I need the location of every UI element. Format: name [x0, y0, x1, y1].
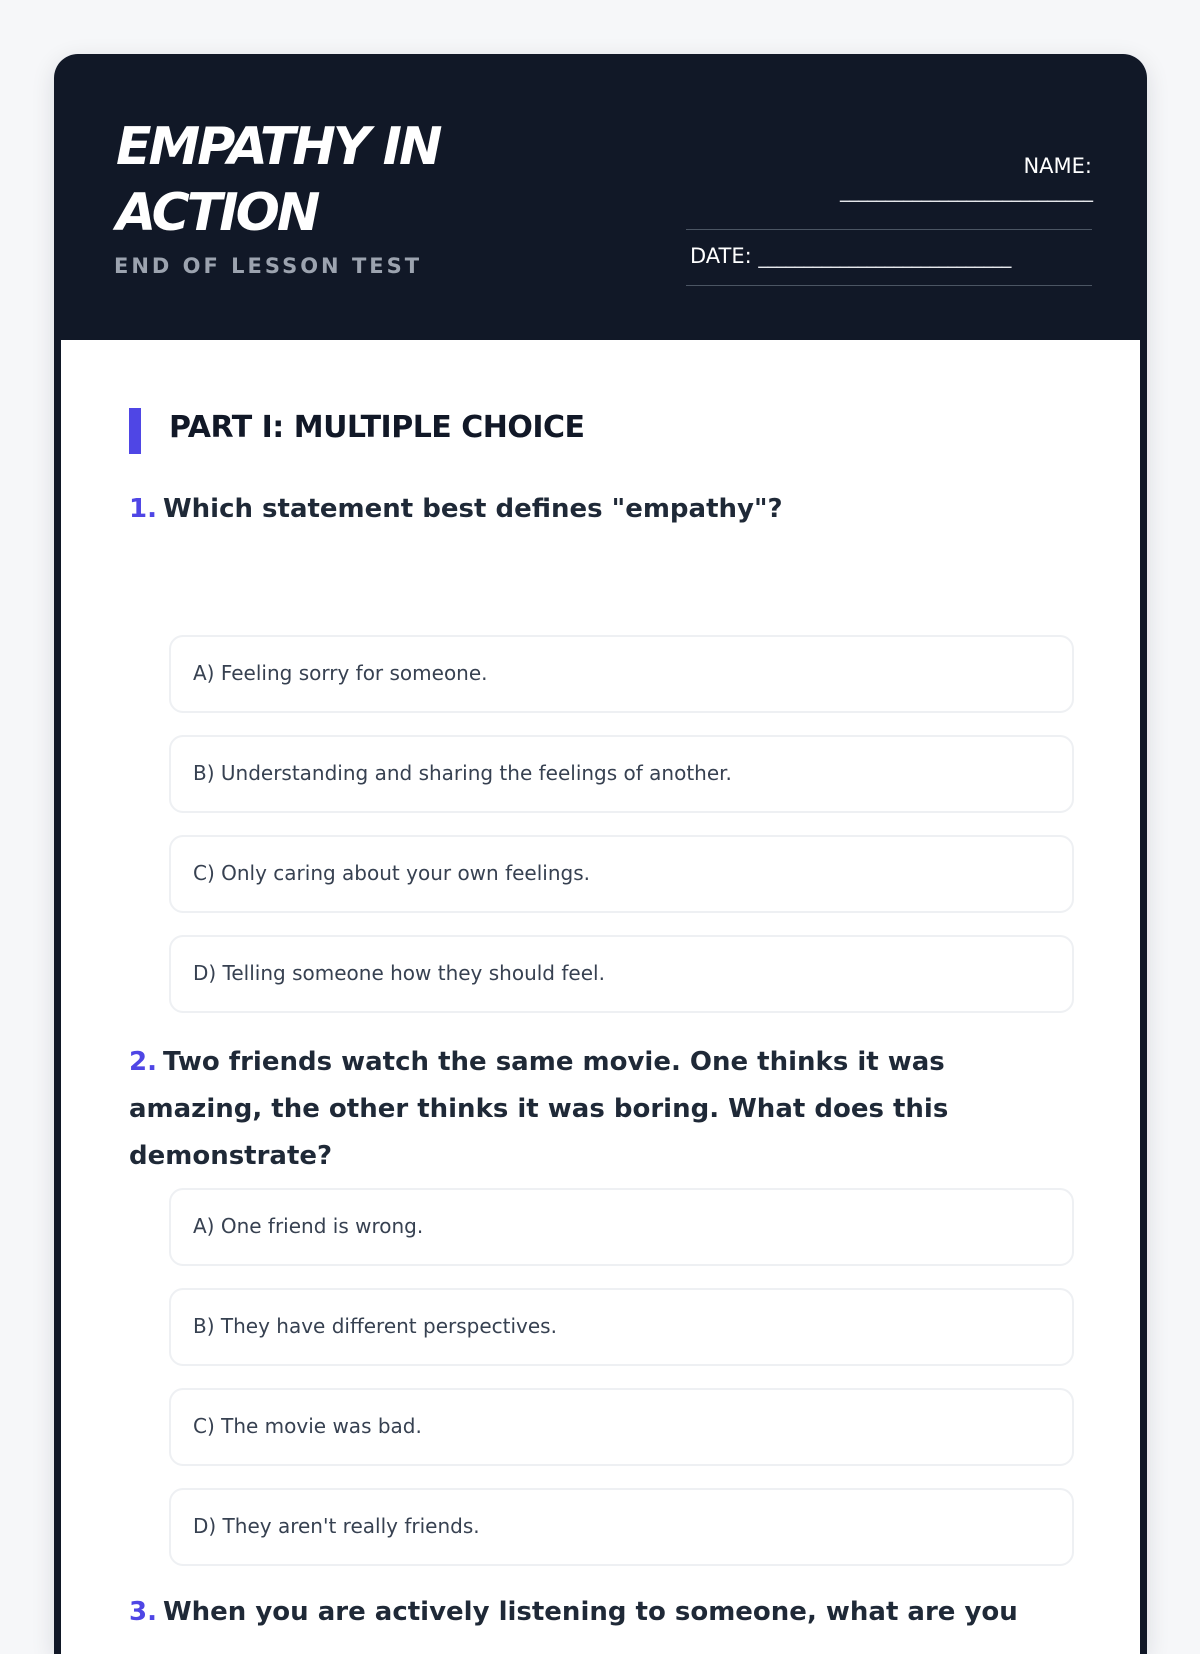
- q2-option-a[interactable]: [169, 1188, 1074, 1266]
- question-text: When you are actively listening to someone, what are you: [162, 1597, 1018, 1627]
- test-title: [116, 114, 536, 246]
- option-label: B) Understanding and sharing the feelings of another.: [193, 761, 732, 785]
- option-label: D) They aren't really friends.: [193, 1514, 480, 1538]
- q2-option-b[interactable]: [169, 1288, 1074, 1366]
- test-body: [61, 340, 1140, 1654]
- question-number: 1.: [129, 494, 157, 524]
- q1-option-a[interactable]: [169, 635, 1074, 713]
- name-blank-line[interactable]: ____________________________: [840, 178, 1092, 202]
- section-accent-bar: [129, 408, 141, 454]
- test-card: [54, 54, 1147, 1654]
- date-blank-line[interactable]: ____________________________: [758, 244, 1011, 268]
- test-subtitle: END OF LESSON TEST: [114, 254, 423, 278]
- question-number: 3.: [129, 1597, 157, 1627]
- option-label: D) Telling someone how they should feel.: [193, 961, 605, 985]
- q2-option-c[interactable]: [169, 1388, 1074, 1466]
- test-header: [54, 54, 1147, 340]
- test-title-line2: ACTION: [116, 183, 318, 243]
- name-field[interactable]: [686, 154, 1092, 230]
- date-field[interactable]: [686, 230, 1092, 286]
- name-label: NAME:: [1023, 154, 1092, 178]
- question-2: [129, 1039, 1049, 1180]
- question-3: [129, 1589, 1049, 1636]
- option-label: C) Only caring about your own feelings.: [193, 861, 590, 885]
- q1-option-c[interactable]: [169, 835, 1074, 913]
- option-label: A) One friend is wrong.: [193, 1214, 424, 1238]
- question-text: Two friends watch the same movie. One thinks it was amazing, the other thinks it was boring. What does this demonstrate?: [129, 1047, 949, 1171]
- option-label: A) Feeling sorry for someone.: [193, 661, 488, 685]
- q1-option-d[interactable]: [169, 935, 1074, 1013]
- question-text: Which statement best defines "empathy"?: [162, 494, 783, 524]
- question-1: [129, 486, 1049, 533]
- q1-option-b[interactable]: [169, 735, 1074, 813]
- question-number: 2.: [129, 1047, 157, 1077]
- section-title: PART I: MULTIPLE CHOICE: [169, 410, 585, 445]
- option-label: C) The movie was bad.: [193, 1414, 422, 1438]
- option-label: B) They have different perspectives.: [193, 1314, 557, 1338]
- q2-option-d[interactable]: [169, 1488, 1074, 1566]
- date-label: DATE:: [690, 244, 752, 268]
- test-title-line1: EMPATHY IN: [116, 117, 440, 177]
- student-info-fields: [686, 154, 1092, 286]
